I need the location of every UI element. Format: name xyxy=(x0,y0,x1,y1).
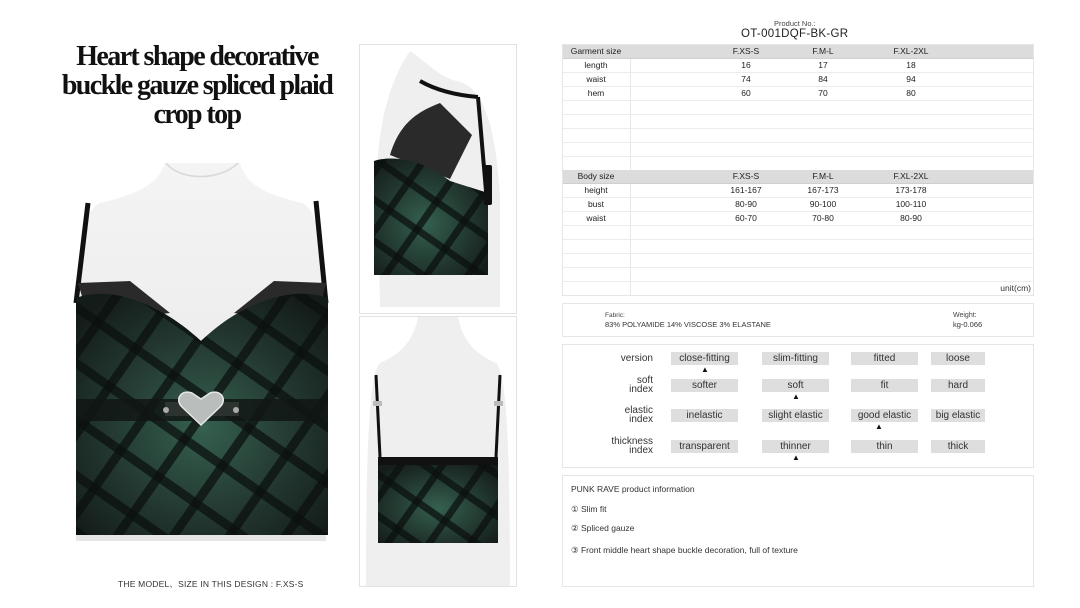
option-slight-elastic: slight elastic xyxy=(762,409,829,422)
header-cell: Garment size xyxy=(570,46,622,56)
table-cell: 70 xyxy=(818,88,828,98)
table-cell: 18 xyxy=(906,60,916,70)
mannequin-back-photo xyxy=(359,316,517,587)
table-cell: 74 xyxy=(741,74,751,84)
header-cell: F.M-L xyxy=(812,46,834,56)
table-cell: 17 xyxy=(818,60,828,70)
empty-row xyxy=(563,240,1033,254)
index-label: version xyxy=(620,353,653,364)
table-cell: 60-70 xyxy=(735,213,757,223)
option-soft: soft xyxy=(762,379,829,392)
option-big-elastic: big elastic xyxy=(931,409,985,422)
option-close-fitting: close-fitting xyxy=(671,352,738,365)
header-cell: F.XL-2XL xyxy=(893,171,929,181)
product-info-item: ① Slim fit xyxy=(571,504,607,514)
option-softer: softer xyxy=(671,379,738,392)
weight-label: Weight: xyxy=(953,312,977,319)
option-loose: loose xyxy=(931,352,985,365)
table-cell: length xyxy=(584,60,608,70)
model-size-note: THE MODEL、SIZE IN THIS DESIGN : F.XS-S xyxy=(118,579,304,589)
header-cell: F.XS-S xyxy=(732,171,760,181)
product-title: Heart shape decorative buckle gauze spliced plaid crop top xyxy=(61,41,333,130)
table-cell: 94 xyxy=(906,74,916,84)
table-cell: 90-100 xyxy=(809,199,837,209)
fit-index-box xyxy=(562,344,1034,468)
table-cell: height xyxy=(584,185,608,195)
table-cell: 80 xyxy=(906,88,916,98)
table-row xyxy=(563,73,1033,87)
table-cell: 70-80 xyxy=(812,213,834,223)
index-label: index xyxy=(629,384,653,395)
table-row xyxy=(563,184,1033,198)
fabric-label: Fabric: xyxy=(605,312,625,319)
index-row-thickness xyxy=(563,436,1033,466)
product-info-item: ② Spliced gauze xyxy=(571,523,635,533)
option-slim-fitting: slim-fitting xyxy=(762,352,829,365)
index-label: soft xyxy=(636,375,653,386)
option-inelastic: inelastic xyxy=(671,409,738,422)
option-fit: fit xyxy=(851,379,918,392)
empty-row xyxy=(563,115,1033,129)
selected-marker-icon: ▲ xyxy=(792,453,800,462)
header-cell: F.M-L xyxy=(812,171,834,181)
table-cell: hem xyxy=(587,88,605,98)
header-cell: F.XS-S xyxy=(732,46,760,56)
mannequin-side-photo xyxy=(359,44,517,314)
table-cell: waist xyxy=(586,74,606,84)
index-row-soft xyxy=(563,375,1033,405)
index-label: elastic xyxy=(624,405,653,416)
size-table xyxy=(562,44,1034,296)
index-row-version xyxy=(563,352,1033,378)
empty-row xyxy=(563,226,1033,240)
empty-row xyxy=(563,268,1033,282)
header-cell: F.XL-2XL xyxy=(893,46,929,56)
product-number-label: Product No.: xyxy=(774,19,816,28)
fabric-box xyxy=(562,303,1034,337)
table-cell: 16 xyxy=(741,60,751,70)
option-hard: hard xyxy=(931,379,985,392)
table-cell: 84 xyxy=(818,74,828,84)
table-cell: 167-173 xyxy=(807,185,839,195)
option-fitted: fitted xyxy=(851,352,918,365)
empty-row xyxy=(563,254,1033,268)
index-label: thickness xyxy=(611,436,653,447)
table-row xyxy=(563,59,1033,73)
product-info-item: ③ Front middle heart shape buckle decoration, full of texture xyxy=(571,545,798,555)
index-row-elastic xyxy=(563,405,1033,435)
table-cell: 100-110 xyxy=(895,199,927,209)
unit-label: unit(cm) xyxy=(1000,283,1031,293)
body-size-header xyxy=(563,170,1033,184)
index-label: index xyxy=(629,445,653,456)
table-row xyxy=(563,87,1033,101)
header-cell: Body size xyxy=(577,171,615,181)
option-thick: thick xyxy=(931,440,985,453)
garment-size-header xyxy=(563,45,1033,59)
product-info-box xyxy=(562,475,1034,587)
fabric-composition: 83% POLYAMIDE 14% VISCOSE 3% ELASTANE xyxy=(605,320,771,329)
selected-marker-icon: ▲ xyxy=(875,422,883,431)
table-cell: waist xyxy=(586,213,606,223)
option-good-elastic: good elastic xyxy=(851,409,918,422)
selected-marker-icon: ▲ xyxy=(792,392,800,401)
table-cell: 173-178 xyxy=(895,185,927,195)
empty-row xyxy=(563,129,1033,143)
weight-value: kg-0.066 xyxy=(953,320,983,329)
product-info-title: PUNK RAVE product information xyxy=(571,484,695,494)
product-number: OT-001DQF-BK-GR xyxy=(741,28,849,40)
table-cell: 80-90 xyxy=(735,199,757,209)
index-label: index xyxy=(629,414,653,425)
option-thinner: thinner xyxy=(762,440,829,453)
table-cell: 161-167 xyxy=(730,185,762,195)
option-thin: thin xyxy=(851,440,918,453)
table-row xyxy=(563,198,1033,212)
selected-marker-icon: ▲ xyxy=(701,365,709,374)
empty-row xyxy=(563,101,1033,115)
mannequin-front-photo xyxy=(70,163,332,541)
table-cell: bust xyxy=(587,199,605,209)
table-cell: 80-90 xyxy=(900,213,922,223)
table-row xyxy=(563,212,1033,226)
option-transparent: transparent xyxy=(671,440,738,453)
empty-row xyxy=(563,143,1033,157)
empty-row xyxy=(563,157,1033,171)
table-cell: 60 xyxy=(741,88,751,98)
